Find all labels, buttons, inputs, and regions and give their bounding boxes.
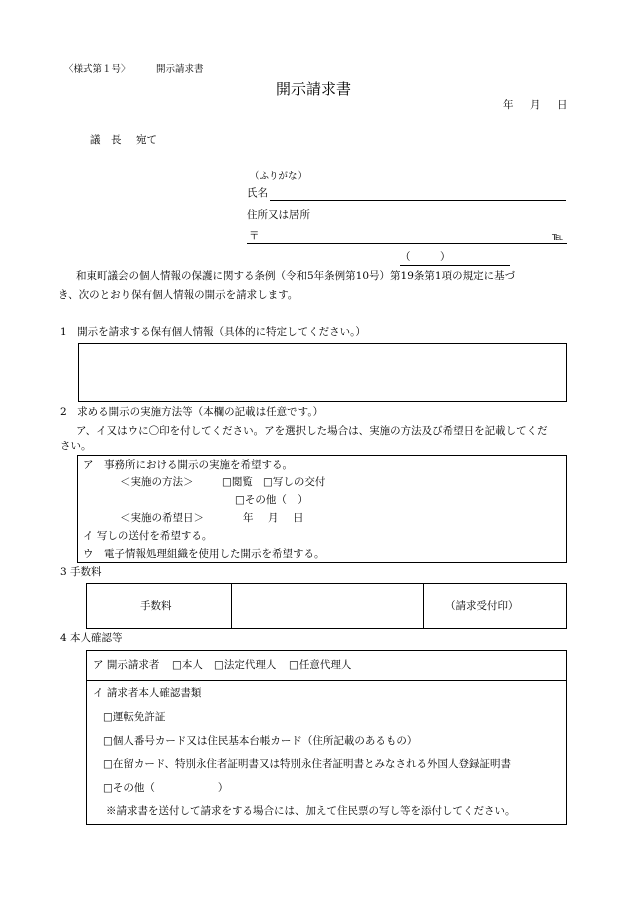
phone-paren-close: ） — [440, 251, 451, 263]
doc-license-checkbox[interactable]: □運転免許証 — [103, 711, 166, 723]
form-label: 開示請求書 — [156, 64, 204, 75]
doc-residence-checkbox[interactable]: □在留カード、特別永住者証明書又は特別永住者証明書とみなされる外国人登録証明書 — [103, 758, 511, 770]
phone-paren-open: （ — [400, 251, 411, 263]
name-field[interactable] — [270, 200, 566, 201]
hope-date-month: 月 — [268, 512, 279, 524]
requester-type-label: ア 開示請求者 — [93, 659, 160, 671]
fee-label: 手数料 — [140, 600, 172, 612]
intro-line-1: 和東町議会の個人情報の保護に関する条例（令和5年条例第10号）第19条第1項の規定に基づ — [76, 270, 516, 282]
method-other-checkbox[interactable]: □その他（ ） — [235, 494, 308, 506]
section2-note-1: ア、イ又はウに〇印を付してください。アを選択した場合は、実施の方法及び希望日を記載してくだ — [76, 425, 548, 437]
address-label: 住所又は居所 — [247, 209, 310, 221]
date-year-label: 年 — [503, 99, 514, 111]
doc-label: イ 請求者本人確認書類 — [93, 687, 202, 699]
date-day-label: 日 — [557, 99, 568, 111]
address-field[interactable] — [247, 243, 567, 244]
section2-title: 2 求める開示の実施方法等（本欄の記載は任意です。） — [60, 406, 324, 418]
form-number: 〈様式第１号〉 — [64, 64, 131, 75]
section2-note-2: さい。 — [60, 440, 92, 452]
personal-info-value — [79, 344, 566, 352]
addressee-to: 宛て — [136, 134, 157, 146]
addressee-chair: 議 長 — [90, 134, 122, 146]
section1-title: 1 開示を請求する保有個人情報（具体的に特定してください。） — [60, 326, 366, 338]
tel-mark: ℡ — [552, 231, 564, 243]
postal-mark: 〒 — [249, 230, 260, 242]
doc-note: ※請求書を送付して請求をする場合には、加えて住民票の写し等を添付してください。 — [106, 805, 516, 817]
option-a[interactable]: ア 事務所における開示の実施を希望する。 — [83, 459, 293, 471]
page-title: 開示請求書 — [276, 80, 352, 98]
type-self-checkbox[interactable]: □本人 — [172, 659, 203, 671]
fee-divider-2 — [423, 583, 424, 629]
identity-divider — [86, 680, 567, 681]
option-b[interactable]: イ 写しの送付を希望する。 — [83, 530, 213, 542]
date-month-label: 月 — [530, 99, 541, 111]
hope-date-year: 年 — [243, 512, 254, 524]
method-view-checkbox[interactable]: □閲覧 — [222, 476, 253, 488]
section3-title: 3 手数料 — [60, 566, 102, 578]
disclosure-method-box — [77, 455, 567, 563]
doc-other-checkbox[interactable]: □その他（ ） — [103, 782, 229, 794]
method-label: ＜実施の方法＞ — [120, 476, 194, 488]
personal-info-field[interactable] — [78, 343, 567, 402]
hope-date-day: 日 — [293, 512, 304, 524]
fee-divider-1 — [231, 583, 232, 629]
section4-title: 4 本人確認等 — [60, 632, 123, 644]
intro-line-2: き、次のとおり保有個人情報の開示を請求します。 — [58, 289, 299, 301]
phone-field[interactable] — [400, 265, 510, 266]
date-label: ＜実施の希望日＞ — [120, 512, 204, 524]
method-copy-checkbox[interactable]: □写しの交付 — [263, 476, 326, 488]
option-c[interactable]: ウ 電子情報処理組織を使用した開示を希望する。 — [83, 548, 325, 560]
type-voluntary-checkbox[interactable]: □任意代理人 — [289, 659, 352, 671]
name-label: 氏名 — [247, 187, 268, 199]
furigana-label: （ふりがな） — [250, 171, 308, 182]
type-legal-checkbox[interactable]: □法定代理人 — [214, 659, 277, 671]
stamp-label: （請求受付印） — [445, 600, 519, 612]
doc-mynumber-checkbox[interactable]: □個人番号カード又は住民基本台帳カード（住所記載のあるもの） — [103, 735, 418, 747]
